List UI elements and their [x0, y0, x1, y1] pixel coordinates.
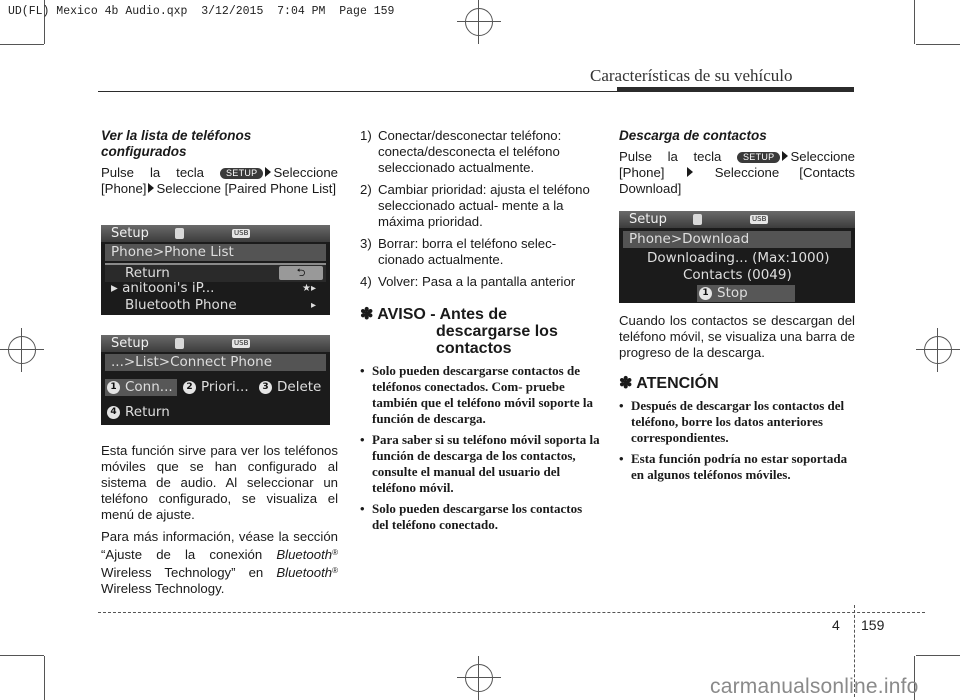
- header-rule: [98, 91, 617, 92]
- list-item-return[interactable]: Return ⮌: [105, 263, 326, 282]
- setup-key-icon: SETUP: [737, 152, 781, 163]
- list-item: • Solo pueden descargarse los contactos del teléfono conectado.: [360, 501, 583, 532]
- bluetooth-icon: [175, 228, 184, 239]
- screen-connect-phone: [101, 335, 330, 425]
- footer-rule: [98, 612, 925, 613]
- screen-phone-list: [101, 225, 330, 315]
- middle-column: [360, 128, 600, 538]
- usb-icon: USB: [234, 229, 249, 237]
- list-item: 1) Conectar/desconectar teléfono: conecta/desconecta el teléfono seleccionado actualmente.: [360, 128, 562, 175]
- page-number: 159: [861, 617, 885, 633]
- print-slug: UD(FL) Mexico 4b Audio.qxp 3/12/2015 7:04 PM Page 159: [8, 5, 395, 18]
- left-column-bottom: [101, 443, 338, 603]
- right-column-bottom: [619, 313, 855, 488]
- crop-mark: [0, 655, 44, 656]
- paragraph-reference: Para más información, véase la sección “Ajuste de la conexión Bluetooth® Wireless Technology” en Bluetooth® Wireless Technology.: [101, 529, 338, 596]
- setup-key-icon: SETUP: [220, 168, 264, 179]
- crop-mark: [914, 0, 915, 44]
- heading-paired-phones: Ver la lista de teléfonos configurados: [101, 128, 252, 159]
- section-title: Características de su vehículo: [590, 66, 793, 85]
- registration-mark-icon: [0, 328, 44, 372]
- function-list: [360, 128, 600, 290]
- list-item-phone[interactable]: ▸ anitooni's iP... ★▸: [111, 280, 316, 296]
- delete-button[interactable]: 3 Delete: [257, 379, 325, 396]
- usb-icon: USB: [752, 215, 767, 223]
- list-item: 4) Volver: Pasa a la pantalla anterior: [360, 274, 576, 289]
- crop-mark: [916, 44, 960, 45]
- screen-titlebar: Setup USB: [619, 211, 855, 228]
- list-item-phone[interactable]: Bluetooth Phone ▸: [125, 297, 316, 313]
- paragraph-progress: Cuando los contactos se descargan del teléfono móvil, se visualiza una barra de progreso de la descarga.: [619, 313, 855, 360]
- crop-mark: [916, 655, 960, 656]
- contacts-count: Contacts (0049): [683, 267, 792, 283]
- header-bar: [617, 87, 854, 92]
- return-icon: ⮌: [279, 266, 323, 280]
- caution-heading: ✽ ATENCIÓN: [619, 375, 719, 392]
- list-item: 3) Borrar: borra el teléfono selec- cionado actualmente.: [360, 236, 557, 267]
- screen-download: [619, 211, 855, 303]
- list-item: • Después de descargar los contactos del teléfono, borre los datos anteriores correspondientes.: [619, 398, 845, 445]
- left-column: [101, 128, 338, 203]
- connect-button[interactable]: 1 Conn...: [105, 379, 177, 396]
- screen-path: ...>List>Connect Phone: [105, 354, 326, 371]
- bluetooth-icon: [175, 338, 184, 349]
- list-item: 2) Cambiar prioridad: ajusta el teléfono seleccionado actual- mente a la máxima prioridad.: [360, 182, 590, 229]
- arrow-right-icon: [687, 167, 693, 177]
- notice-heading: ✽ AVISO - Antes de descargarse los contactos: [360, 306, 558, 357]
- list-item: • Solo pueden descargarse contactos de teléfonos conectados. Com- pruebe también que el teléfono móvil soporte la función de descarga.: [360, 363, 593, 426]
- intro-download: Pulse la tecla SETUP Seleccione [Phone] Seleccione [Contacts Download]: [619, 149, 856, 196]
- screen-path: Phone>Download: [623, 231, 851, 248]
- notice-bullets: [360, 363, 600, 533]
- arrow-right-icon: [265, 167, 271, 177]
- list-item: • Para saber si su teléfono móvil soporta la función de descarga de los contactos, consulte el manual del usuario del teléfono móvil.: [360, 432, 600, 495]
- registration-mark-icon: [457, 656, 501, 700]
- stop-button[interactable]: 1 Stop: [697, 285, 795, 302]
- screen-path: Phone>Phone List: [105, 244, 326, 261]
- section-number: 4: [832, 617, 840, 633]
- paragraph-description: Esta función sirve para ver los teléfonos móviles que se han configurado al sistema de audio. Al seleccionar un teléfono configurado, se visualiza el menú de ajuste.: [101, 443, 338, 522]
- crop-mark: [44, 656, 45, 700]
- right-column: [619, 128, 855, 203]
- download-status: Downloading... (Max:1000): [647, 250, 830, 266]
- crop-mark: [0, 44, 44, 45]
- intro-paired: Pulse la tecla SETUP Seleccione [Phone] Seleccione [Paired Phone List]: [101, 165, 338, 196]
- caution-bullets: [619, 398, 855, 483]
- registration-mark-icon: [916, 328, 960, 372]
- priority-button[interactable]: 2 Priori...: [181, 379, 253, 396]
- arrow-right-icon: [148, 183, 154, 193]
- screen-titlebar: Setup USB: [101, 335, 330, 352]
- screen-titlebar: Setup USB: [101, 225, 330, 242]
- list-item: • Esta función podría no estar soportada en algunos teléfonos móviles.: [619, 451, 848, 482]
- registration-mark-icon: [457, 0, 501, 44]
- usb-icon: USB: [234, 339, 249, 347]
- star-icon: ★▸: [302, 283, 316, 294]
- heading-contacts-download: Descarga de contactos: [619, 128, 767, 143]
- return-button[interactable]: 4 Return: [105, 404, 174, 421]
- watermark: carmanualsonline.info: [710, 675, 919, 698]
- arrow-right-icon: [782, 151, 788, 161]
- chevron-right-icon: ▸: [310, 300, 316, 311]
- download-icon: [693, 214, 702, 225]
